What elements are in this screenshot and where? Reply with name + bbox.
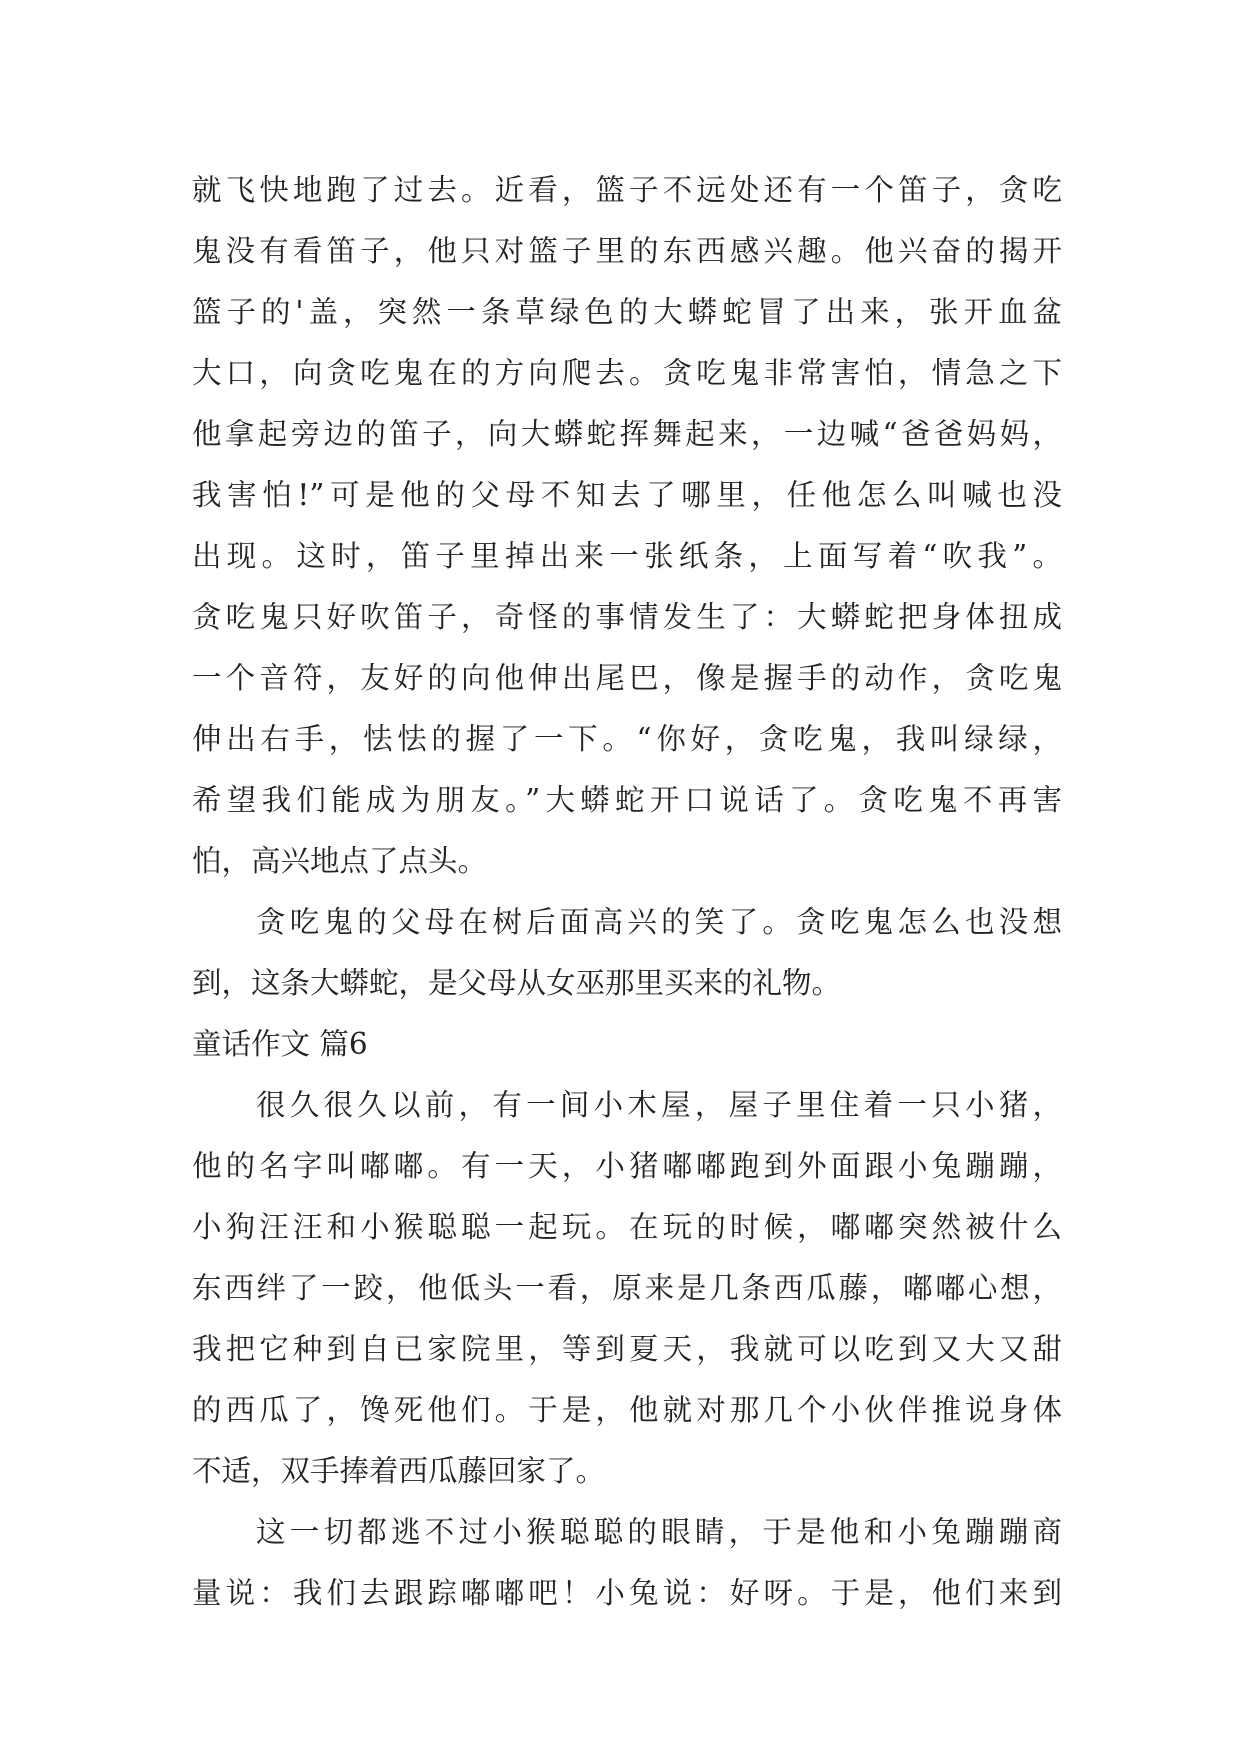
paragraph-3 — [192, 1075, 1062, 1502]
paragraph-2 — [192, 892, 1062, 1014]
text-line: 一个音符，友好的向他伸出尾巴，像是握手的动作，贪吃鬼 — [192, 661, 1062, 695]
document-body — [192, 160, 1062, 1624]
text-line: 贪吃鬼只好吹笛子，奇怪的事情发生了：大蟒蛇把身体扭成 — [192, 600, 1062, 634]
text-line: 伸出右手，怯怯的握了一下。“你好，贪吃鬼，我叫绿绿， — [192, 722, 1062, 756]
text-line: 到，这条大蟒蛇，是父母从女巫那里买来的礼物。 — [192, 966, 842, 1000]
text-line: 希望我们能成为朋友。”大蟒蛇开口说话了。贪吃鬼不再害 — [192, 783, 1062, 817]
text-line: 我把它种到自已家院里，等到夏天，我就可以吃到又大又甜 — [192, 1332, 1062, 1366]
text-line: 这一切都逃不过小猴聪聪的眼睛，于是他和小兔蹦蹦商 — [256, 1515, 1062, 1549]
text-line: 怕，高兴地点了点头。 — [192, 844, 488, 878]
text-line: 大口，向贪吃鬼在的方向爬去。贪吃鬼非常害怕，情急之下 — [192, 356, 1062, 390]
paragraph-4 — [192, 1502, 1062, 1624]
text-line: 很久很久以前，有一间小木屋，屋子里住着一只小猪， — [256, 1088, 1062, 1122]
text-line: 东西绊了一跤，他低头一看，原来是几条西瓜藤，嘟嘟心想， — [192, 1271, 1062, 1305]
text-line: 他的名字叫嘟嘟。有一天，小猪嘟嘟跑到外面跟小兔蹦蹦， — [192, 1149, 1062, 1183]
text-line: 出现。这时，笛子里掉出来一张纸条，上面写着“吹我”。 — [192, 539, 1062, 573]
text-line: 我害怕!”可是他的父母不知去了哪里，任他怎么叫喊也没 — [192, 478, 1062, 512]
text-line: 量说：我们去跟踪嘟嘟吧！小兔说：好呀。于是，他们来到 — [192, 1576, 1062, 1610]
text-line: 小狗汪汪和小猴聪聪一起玩。在玩的时候，嘟嘟突然被什么 — [192, 1210, 1062, 1244]
paragraph-1 — [192, 160, 1062, 892]
text-line: 他拿起旁边的笛子，向大蟒蛇挥舞起来，一边喊“爸爸妈妈， — [192, 417, 1062, 451]
text-line: 不适，双手捧着西瓜藤回家了。 — [192, 1454, 606, 1488]
section-heading: 童话作文 篇6 — [192, 1027, 368, 1061]
text-line: 鬼没有看笛子，他只对篮子里的东西感兴趣。他兴奋的揭开 — [192, 234, 1062, 268]
text-line: 的西瓜了，馋死他们。于是，他就对那几个小伙伴推说身体 — [192, 1393, 1062, 1427]
text-line: 贪吃鬼的父母在树后面高兴的笑了。贪吃鬼怎么也没想 — [256, 905, 1062, 939]
text-line: 就飞快地跑了过去。近看，篮子不远处还有一个笛子，贪吃 — [192, 173, 1062, 207]
text-line: 篮子的'盖，突然一条草绿色的大蟒蛇冒了出来，张开血盆 — [192, 295, 1062, 329]
